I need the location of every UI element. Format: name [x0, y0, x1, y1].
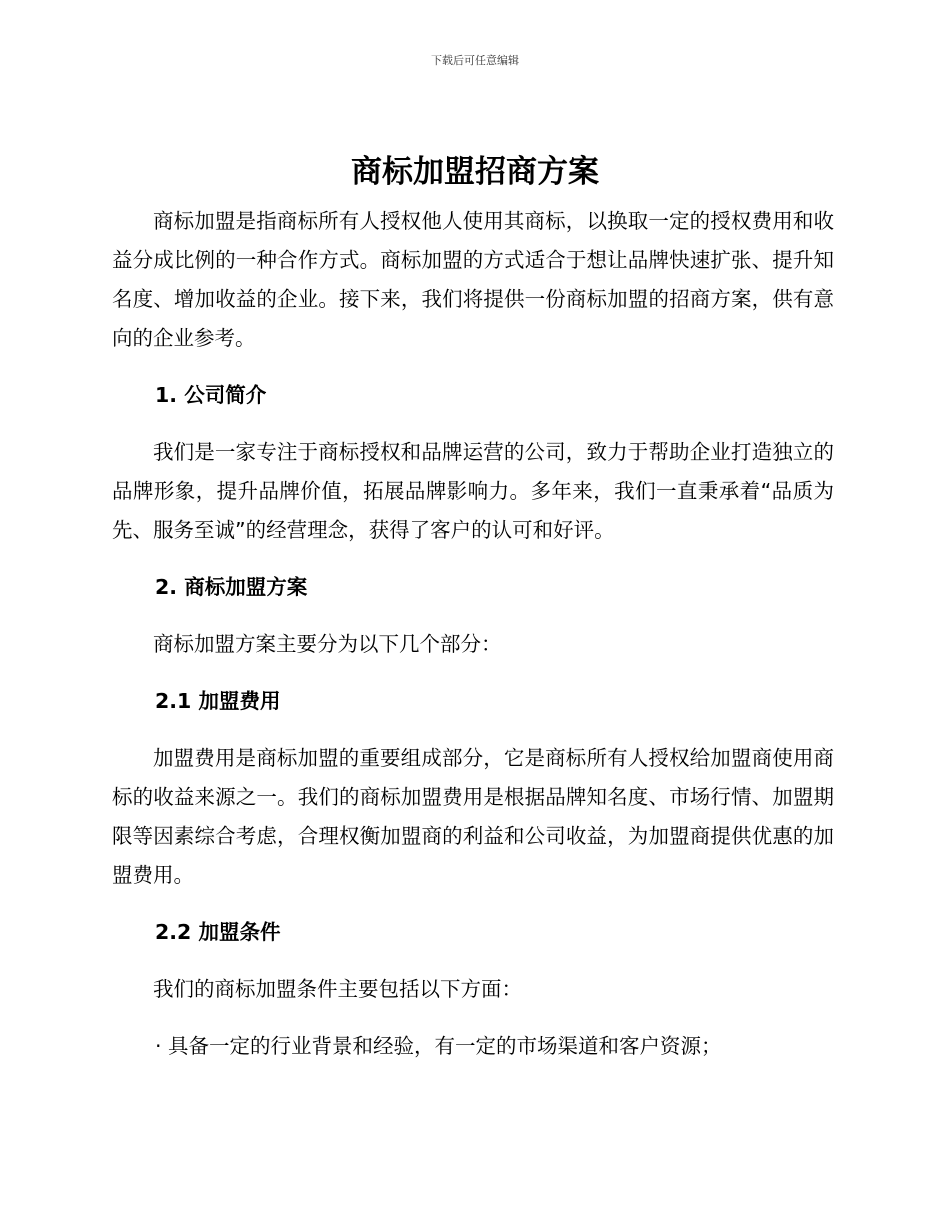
- running-header: 下载后可任意编辑: [431, 54, 519, 67]
- franchise-plan-paragraph: 商标加盟方案主要分为以下几个部分：: [153, 632, 502, 656]
- section-heading-franchise-plan: 2. 商标加盟方案: [155, 575, 308, 599]
- intro-paragraph: 商标加盟是指商标所有人授权他人使用其商标，以换取一定的授权费用和收益分成比例的一种合作方式。商标加盟的方式适合于想让品牌快速扩张、提升知名度、增加收益的企业。接下来，我们将提供一份商标加盟的招商方案，供有意向的企业参考。: [112, 209, 834, 350]
- section-heading-franchise-conditions: 2.2 加盟条件: [155, 920, 281, 944]
- document-title: 商标加盟招商方案: [351, 154, 599, 190]
- list-item: · 具备一定的行业背景和经验，有一定的市场渠道和客户资源；: [155, 1034, 722, 1058]
- document-body: [112, 202, 834, 1066]
- section-heading-company-profile: 1. 公司简介: [155, 383, 267, 407]
- franchise-conditions-paragraph: 我们的商标加盟条件主要包括以下方面：: [153, 977, 522, 1001]
- franchise-fee-paragraph: 加盟费用是商标加盟的重要组成部分，它是商标所有人授权给加盟商使用商标的收益来源之一。我们的商标加盟费用是根据品牌知名度、市场行情、加盟期限等因素综合考虑，合理权衡加盟商的利益和公司收益，为加盟商提供优惠的加盟费用。: [112, 746, 834, 887]
- section-heading-franchise-fee: 2.1 加盟费用: [155, 689, 281, 713]
- company-profile-paragraph: 我们是一家专注于商标授权和品牌运营的公司，致力于帮助企业打造独立的品牌形象，提升品牌价值，拓展品牌影响力。多年来，我们一直秉承着“品质为先、服务至诚”的经营理念，获得了客户的认可和好评。: [112, 440, 834, 542]
